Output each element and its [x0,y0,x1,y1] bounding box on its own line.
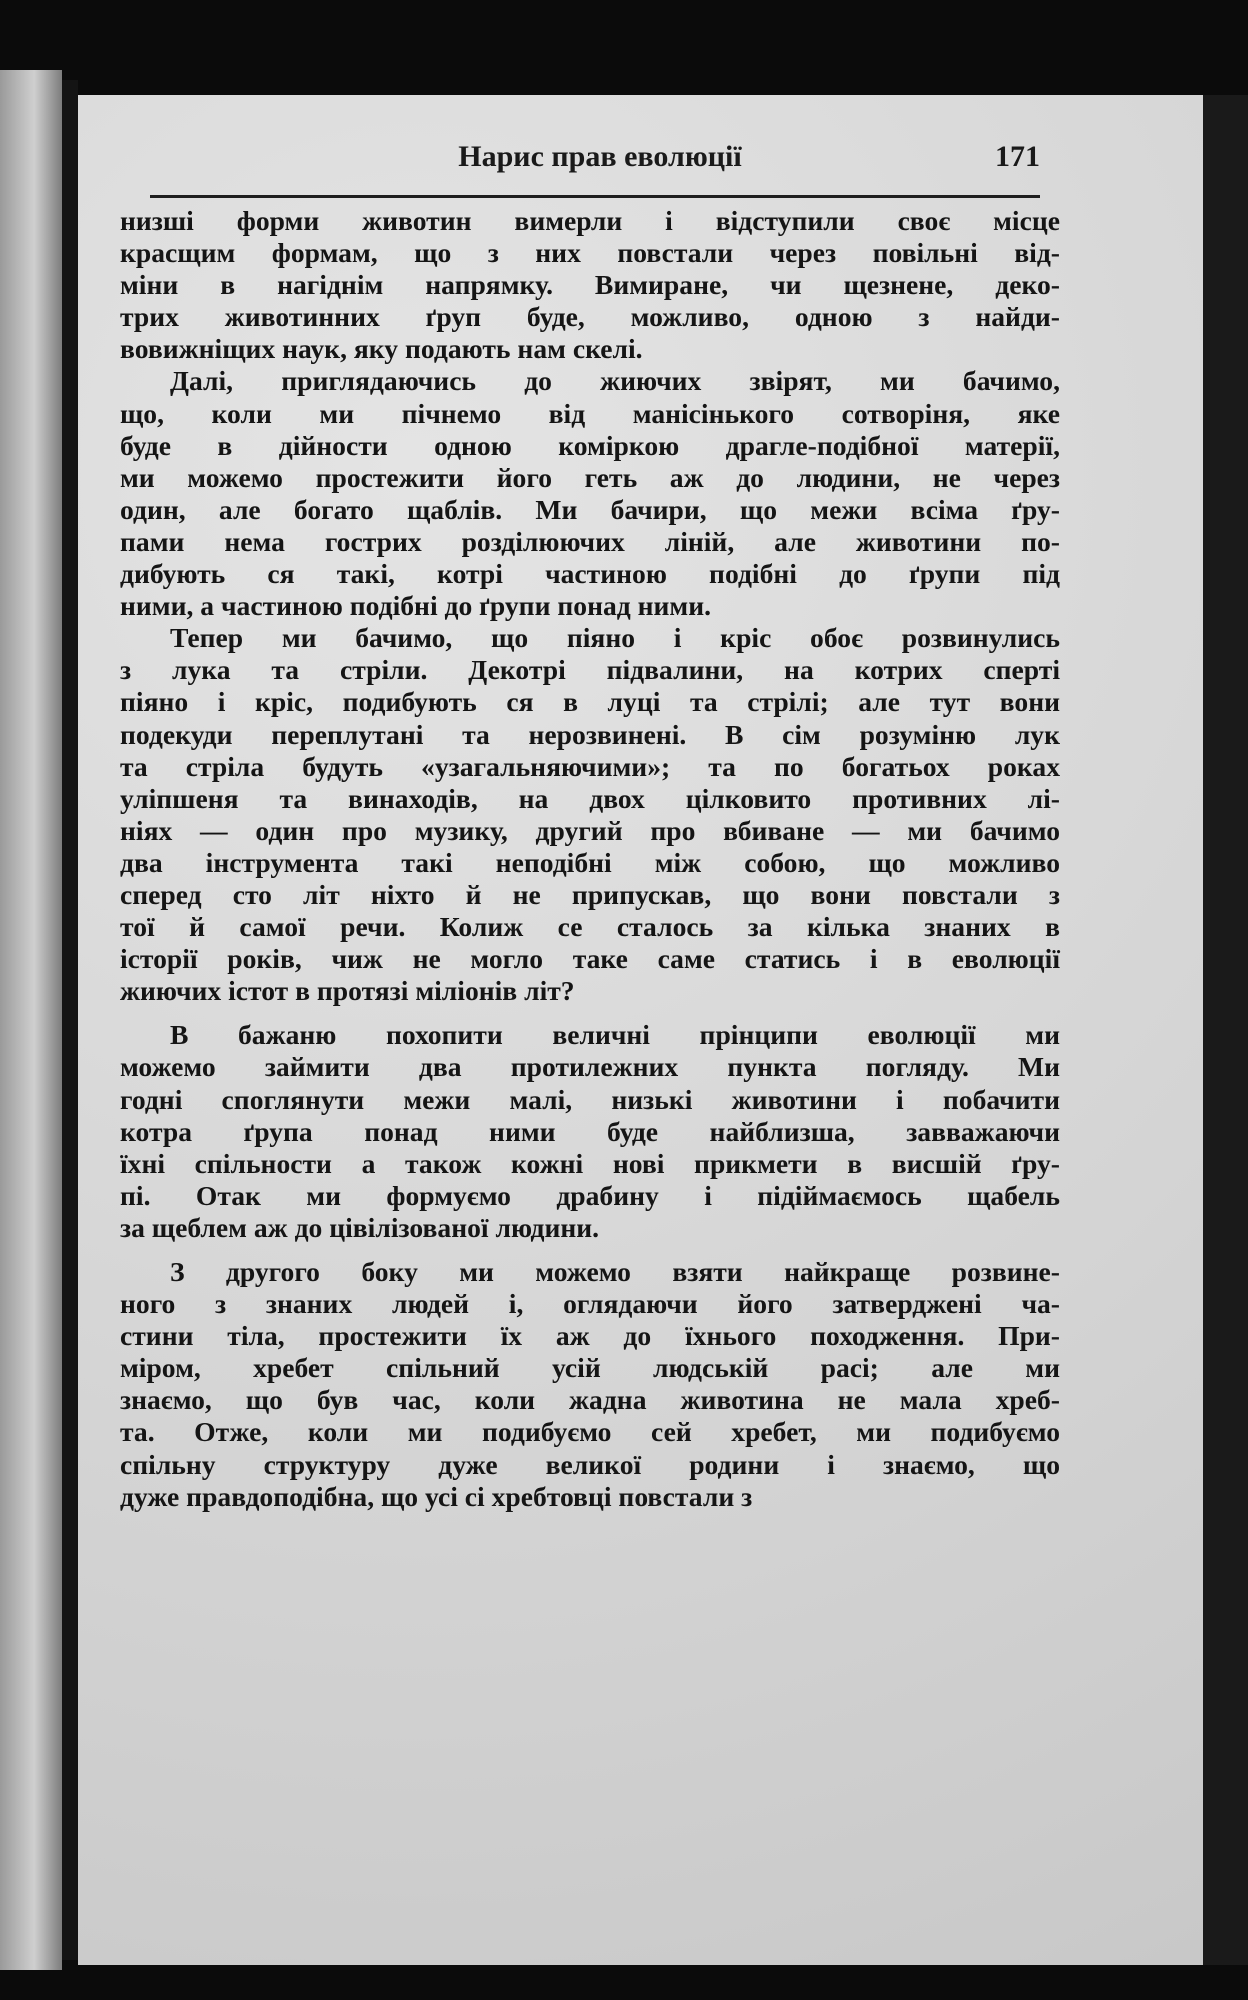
text-line: уліпшеня та винаходів, на двох цілковито противних лі- [120,782,1060,814]
text-line: годні споглянути межи малі, низькі животини і побачити [120,1083,1060,1115]
book-spine [62,80,78,1960]
text-line: один, але богато щаблів. Ми бачири, що межи всіма ґру- [120,493,1060,525]
text-line: що, коли ми пічнемо від манісінького сотворіня, яке [120,397,1060,429]
text-line: міром, хребет спільний усій людській расі; але ми [120,1352,1060,1384]
text-line: Далі, приглядаючись до жиючих звірят, ми бачимо, [170,365,1060,397]
paragraph [120,205,1060,365]
text-line: історії років, чиж не могло таке саме статись і в еволюції [120,943,1060,975]
text-line: два інструмента такі неподібні між собою, що можливо [120,846,1060,878]
paragraph [120,1256,1060,1513]
text-line: пами нема гострих розділюючих ліній, але животини по- [120,525,1060,557]
text-line: за щеблем аж до цівілізованої людини. [120,1211,600,1243]
text-body [120,205,1060,1513]
paragraph [120,622,1060,1007]
text-line: дуже правдоподібна, що усі сі хребтовці повстали з [120,1480,753,1512]
text-line: пі. Отак ми формуємо драбину і підіймаємось щабель [120,1179,1060,1211]
text-line: з лука та стріли. Декотрі підвалини, на котрих сперті [120,654,1060,686]
right-frame [1203,95,1248,1965]
text-line: можемо займити два протилежних пункта погляду. Ми [120,1051,1060,1083]
text-line: знаємо, що був час, коли жадна животина не мала хреб- [120,1384,1060,1416]
left-page-edge [0,70,62,1970]
text-line: ми можемо простежити його геть аж до людини, не через [120,461,1060,493]
text-line: З другого боку ми можемо взяти найкраще розвине- [170,1256,1060,1287]
text-line: їхні спільности а також кожні нові прикмети в висшій ґру- [120,1147,1060,1179]
text-line: піяно і кріс, подибують ся в луці та стрілі; але тут вони [120,686,1060,718]
text-line: ніях — один про музику, другий про вбиване — ми бачимо [120,814,1060,846]
paragraph-gap [120,1244,1060,1256]
text-line: буде в дійности одною коміркою драгле-подібної матерії, [120,429,1060,461]
running-title: Нарис прав еволюції [458,140,742,173]
text-line: низші форми животин вимерли і відступили своє місце [120,205,1060,236]
text-line: вовижніщих наук, яку подають нам скелі. [120,333,643,365]
text-line: дибують ся такі, котрі частиною подібні до ґрупи під [120,558,1060,590]
paragraph [120,1019,1060,1244]
text-line: трих животинних ґруп буде, можливо, одною з найди- [120,301,1060,333]
text-line: Тепер ми бачимо, що піяно і кріс обоє розвинулись [170,622,1060,654]
text-line: сперед сто літ ніхто й не припускав, що вони повстали з [120,878,1060,910]
page-number: 171 [995,140,1040,173]
text-line: В бажаню похопити величні прінципи еволюції ми [170,1019,1060,1051]
paragraph-gap [120,1007,1060,1019]
text-line: спільну структуру дуже великої родини і знаємо, що [120,1448,1060,1480]
text-line: красщим формам, що з них повстали через повільні від- [120,237,1060,269]
text-line: та. Отже, коли ми подибуємо сей хребет, ми подибуємо [120,1416,1060,1448]
text-line: котра ґрупа понад ними буде найблизша, завважаючи [120,1115,1060,1147]
text-line: та стріла будуть «узагальняючими»; та по богатьох роках [120,750,1060,782]
header-rule [150,195,1040,198]
text-line: ного з знаних людей і, оглядаючи його затверджені ча- [120,1288,1060,1320]
running-head [160,140,1040,190]
text-line: тої й самої речи. Колиж се сталось за кілька знаних в [120,911,1060,943]
text-line: міни в нагіднім напрямку. Вимиране, чи щезнене, деко- [120,269,1060,301]
paragraph [120,365,1060,622]
text-line: ними, а частиною подібні до ґрупи понад ними. [120,590,712,622]
text-line: стини тіла, простежити їх аж до їхнього походження. При- [120,1320,1060,1352]
text-line: жиючих істот в протязі міліонів літ? [120,975,575,1007]
text-line: подекуди переплутані та нерозвинені. В сім розуміню лук [120,718,1060,750]
